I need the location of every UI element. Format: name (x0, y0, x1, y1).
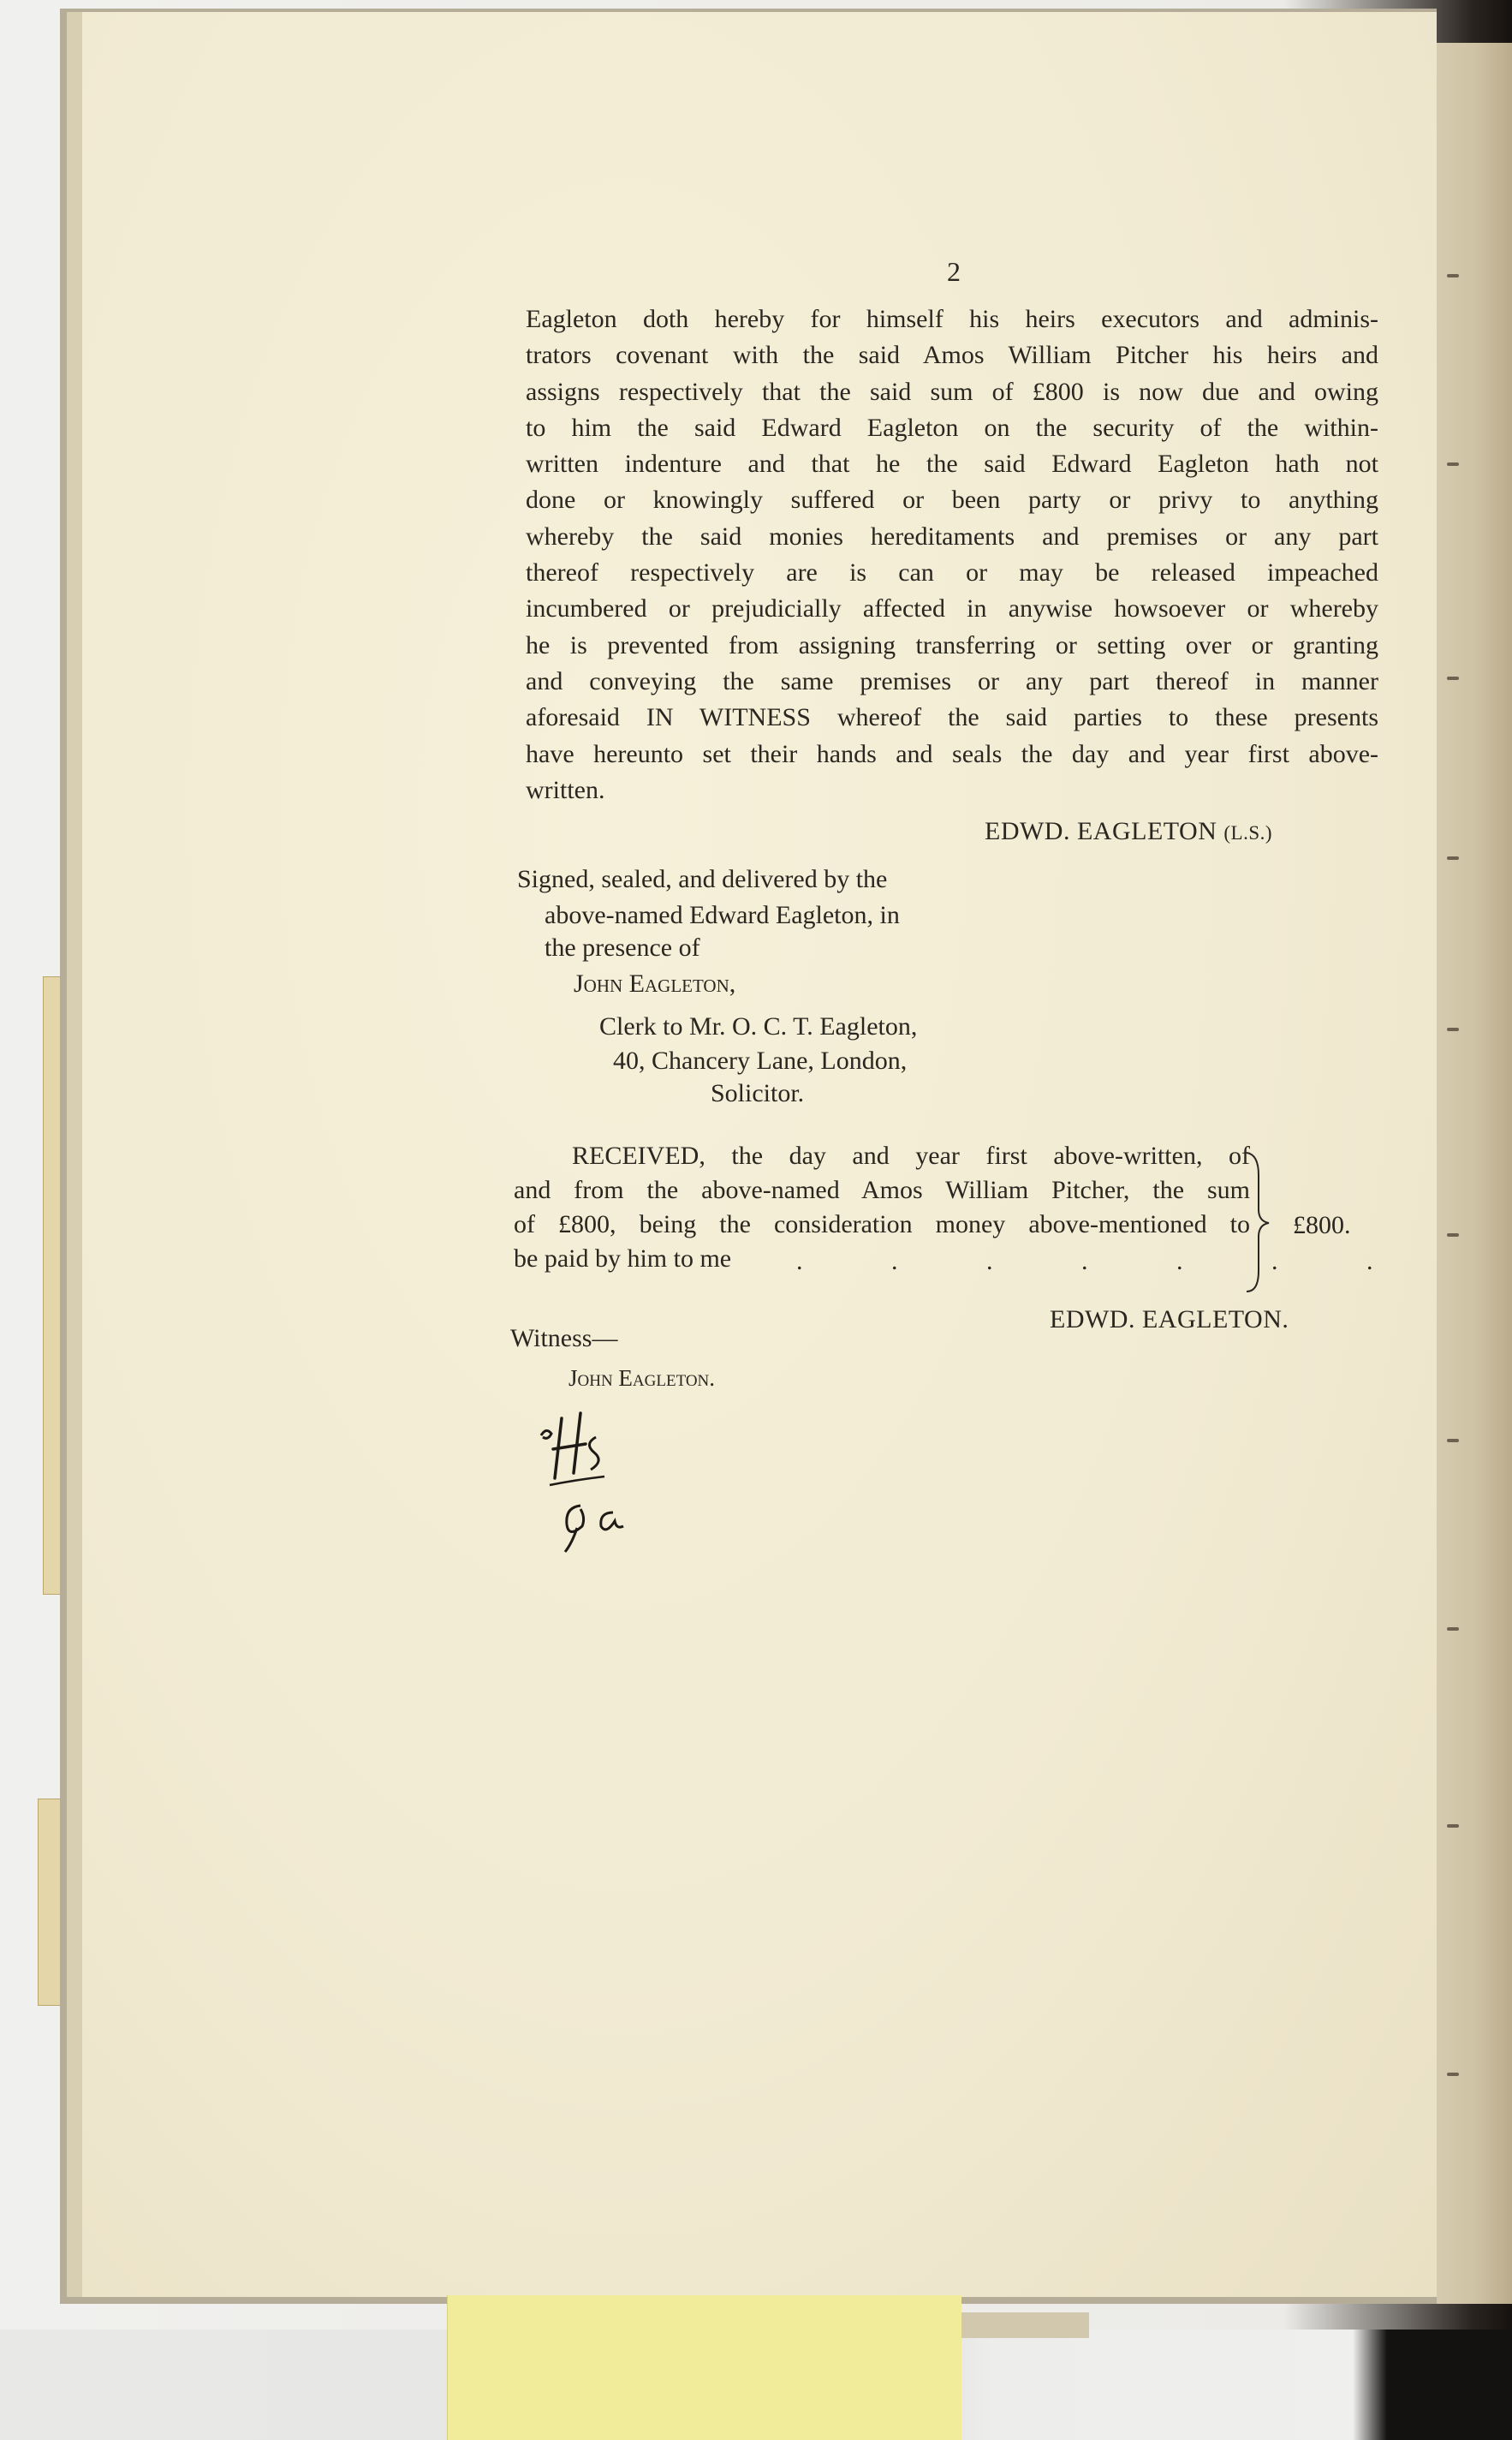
attestation-witness-role: Clerk to Mr. O. C. T. Eagleton, (599, 1012, 918, 1041)
receipt-line: of £800, being the consideration money above-mentioned to (514, 1210, 1250, 1238)
page-edge-fragment (961, 2312, 1089, 2338)
receipt-line: and from the above-named Amos William Pitcher, the sum (514, 1176, 1250, 1204)
stitch-mark (1447, 677, 1459, 680)
signature-block (985, 814, 1272, 851)
signature-name: EDWD. EAGLETON (985, 817, 1217, 845)
body-line: whereby the said monies hereditaments and premises or any part (526, 522, 1378, 551)
attestation-witness-name: John Eagleton, (574, 969, 736, 998)
stitch-mark (1447, 462, 1459, 466)
witness-signature: John Eagleton. (568, 1365, 716, 1391)
receipt-brace (1241, 1149, 1276, 1295)
receipt-line: RECEIVED, the day and year first above-written, of (572, 1142, 1250, 1170)
attestation-line: above-named Edward Eagleton, in (545, 901, 900, 929)
attestation-line: Signed, sealed, and delivered by the (517, 865, 888, 893)
stitch-mark (1447, 2073, 1459, 2076)
stitch-mark (1447, 1627, 1459, 1631)
body-line: and conveying the same premises or any part thereof in manner (526, 666, 1378, 695)
body-line: he is prevented from assigning transferring or setting over or granting (526, 630, 1378, 659)
body-line: done or knowingly suffered or been party or privy to anything (526, 486, 1378, 515)
sticky-note (447, 2295, 961, 2440)
body-line: have hereunto set their hands and seals the day and year first above- (526, 739, 1378, 768)
attestation-line: the presence of (545, 934, 700, 962)
body-line: written indenture and that he the said Edward Eagleton hath not (526, 450, 1378, 479)
body-line: written. (526, 775, 605, 804)
page-number: 2 (947, 256, 961, 287)
stitch-mark (1447, 856, 1459, 860)
body-line: thereof respectively are is can or may be released impeached (526, 558, 1378, 588)
body-line: to him the said Edward Eagleton on the security of the within- (526, 413, 1378, 442)
attestation-witness-address: 40, Chancery Lane, London, (613, 1047, 908, 1075)
stitch-mark (1447, 274, 1459, 277)
body-line: incumbered or prejudicially affected in anywise howsoever or whereby (526, 594, 1378, 623)
handwritten-initials (531, 1405, 659, 1559)
attestation-witness-title: Solicitor. (711, 1079, 805, 1107)
deed-body (526, 301, 1378, 808)
receipt-amount: £800. (1293, 1211, 1351, 1239)
receipt-leader-dots: . . . . . . . (796, 1247, 1414, 1275)
stitch-mark (1447, 1028, 1459, 1031)
body-line: aforesaid IN WITNESS whereof the said parties to these presents (526, 703, 1378, 732)
seal-mark: (L.S.) (1223, 822, 1273, 844)
body-line: assigns respectively that the said sum of £800 is now due and owing (526, 377, 1378, 406)
receipt-signature: EDWD. EAGLETON. (1050, 1305, 1289, 1333)
stitch-mark (1447, 1233, 1459, 1237)
receipt-line: be paid by him to me (514, 1244, 732, 1273)
witness-label: Witness— (510, 1324, 618, 1352)
stitch-mark (1447, 1824, 1459, 1828)
stitch-mark (1447, 1439, 1459, 1442)
body-line: trators covenant with the said Amos William Pitcher his heirs and (526, 341, 1378, 370)
body-line: Eagleton doth hereby for himself his heirs executors and adminis- (526, 305, 1378, 333)
